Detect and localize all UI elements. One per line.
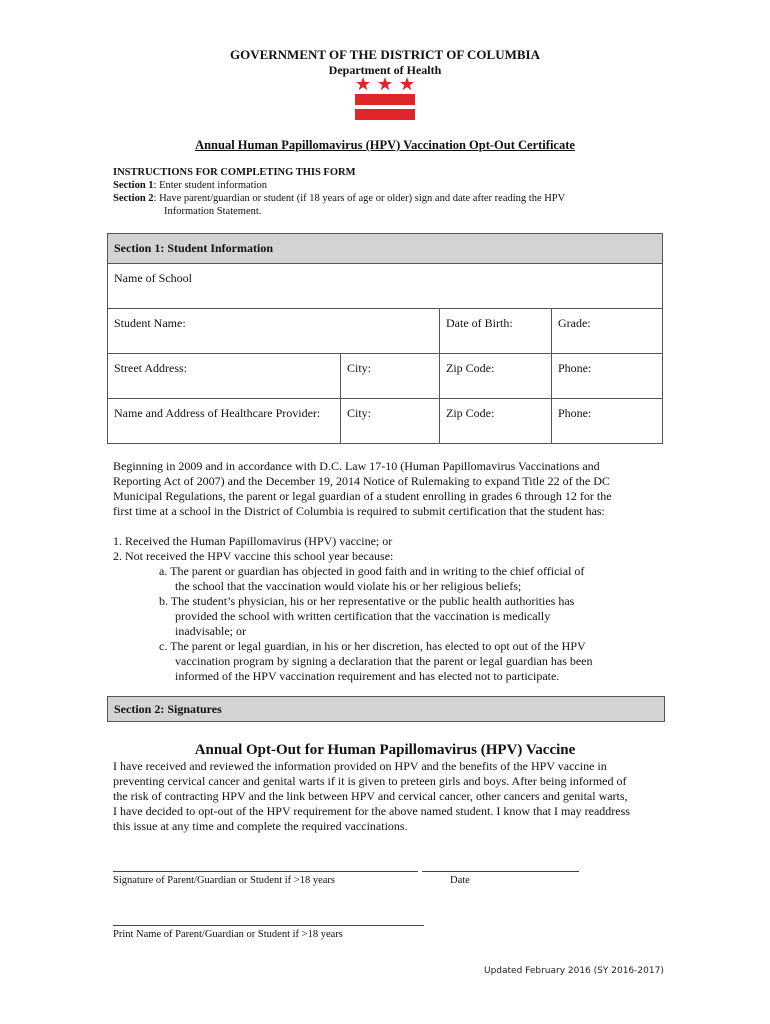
street-address-field[interactable]: Street Address: <box>108 354 341 399</box>
date-of-birth-field[interactable]: Date of Birth: <box>440 309 552 354</box>
phone-field[interactable]: Phone: <box>552 354 663 399</box>
city-field[interactable]: City: <box>341 354 440 399</box>
condition-item-1: 1. Received the Human Papillomavirus (HPV) vaccine; or <box>113 534 393 548</box>
flag-bar-bottom <box>355 109 415 120</box>
provider-zip-code-field[interactable]: Zip Code: <box>440 399 552 444</box>
department-heading: Department of Health <box>328 63 442 77</box>
healthcare-provider-field[interactable]: Name and Address of Healthcare Provider: <box>108 399 341 444</box>
signature-line[interactable] <box>113 871 418 872</box>
condition-item-2: 2. Not received the HPV vaccine this school year because: <box>113 549 394 563</box>
date-label: Date <box>450 875 470 886</box>
section2-title: Section 2: Signatures <box>107 696 665 722</box>
flag-star-center <box>378 77 392 90</box>
name-of-school-field[interactable]: Name of School <box>108 264 663 309</box>
condition-c: c. The parent or legal guardian, in his or her discretion, has elected to opt out of the HPV vaccination program by signing a declaration that the parent or legal guardian has been informed of the HPV vaccination requirement and has elected not to participate. <box>159 639 593 683</box>
optout-statement: I have received and reviewed the information provided on HPV and the benefits of the HPV vaccine in preventing cervical cancer and genital warts if it is given to preteen girls and boys. After being informed of the risk of contracting HPV and the link between HPV and cervical cancer, other cancers and genital warts, I have decided to opt-out of the HPV requirement for the above named student. I know that I may readdress this issue at any time and complete the required vaccinations. <box>113 759 630 833</box>
condition-b: b. The student’s physician, his or her representative or the public health authorities has provided the school with written certification that the vaccination is medically inadvisable; or <box>159 594 575 638</box>
law-paragraph: Beginning in 2009 and in accordance with D.C. Law 17-10 (Human Papillomavirus Vaccinations and Reporting Act of 2007) and the December 19, 2014 Notice of Rulemaking to expand Title 22 of the DC Municipal Regulations, the parent or legal guardian of a student enrolling in grades 6 through 12 for the first time at a school in the District of Columbia is required to submit certification that the student has: <box>113 459 612 518</box>
grade-field[interactable]: Grade: <box>552 309 663 354</box>
print-name-line[interactable] <box>113 925 424 926</box>
flag-star-left <box>356 77 370 90</box>
zip-code-field[interactable]: Zip Code: <box>440 354 552 399</box>
student-info-table <box>107 233 663 444</box>
instruction-section2: Section 2: Have parent/guardian or student (if 18 years of age or older) sign and date after reading the HPV <box>113 193 566 204</box>
dc-flag-icon <box>355 76 415 122</box>
signature-label: Signature of Parent/Guardian or Student if >18 years <box>113 875 335 886</box>
provider-city-field[interactable]: City: <box>341 399 440 444</box>
student-name-field[interactable]: Student Name: <box>108 309 440 354</box>
provider-phone-field[interactable]: Phone: <box>552 399 663 444</box>
instruction-section2-cont: Information Statement. <box>164 206 262 217</box>
condition-a: a. The parent or guardian has objected in good faith and in writing to the chief official of the school that the vaccination would violate his or her religious beliefs; <box>159 564 585 593</box>
print-name-label: Print Name of Parent/Guardian or Student if >18 years <box>113 929 343 940</box>
optout-title: Annual Opt-Out for Human Papillomavirus (HPV) Vaccine <box>194 742 576 758</box>
flag-star-right <box>400 77 414 90</box>
instruction-section1: Section 1: Enter student information <box>113 180 267 191</box>
instructions-heading: INSTRUCTIONS FOR COMPLETING THIS FORM <box>113 167 356 178</box>
government-heading: GOVERNMENT OF THE DISTRICT OF COLUMBIA <box>229 47 540 62</box>
footer-updated: Updated February 2016 (SY 2016-2017) <box>484 966 664 976</box>
date-line[interactable] <box>422 871 579 872</box>
conditions-list <box>113 534 658 684</box>
flag-bar-top <box>355 94 415 105</box>
certificate-title: Annual Human Papillomavirus (HPV) Vaccination Opt-Out Certificate <box>195 138 575 152</box>
section1-title: Section 1: Student Information <box>108 234 663 264</box>
